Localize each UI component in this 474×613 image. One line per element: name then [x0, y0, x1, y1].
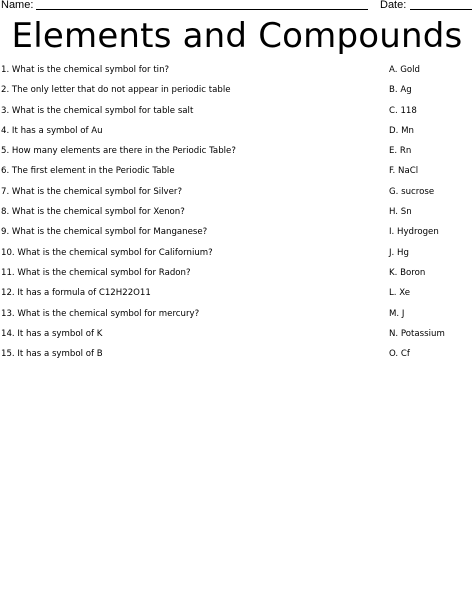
question-text: 1. What is the chemical symbol for tin?	[1, 65, 170, 75]
question-text: 3. What is the chemical symbol for table salt	[1, 105, 194, 116]
answer-option: L. Xe	[389, 288, 411, 299]
answer-option: J. Hg	[389, 247, 409, 258]
answer-option: B. Ag	[389, 85, 412, 96]
list-item	[0, 327, 474, 347]
question-text: 8. What is the chemical symbol for Xenon?	[1, 207, 185, 218]
answer-option: K. Boron	[389, 267, 426, 278]
list-item	[0, 205, 474, 225]
date-blank-line[interactable]	[410, 9, 472, 10]
answer-option: O. Cf	[389, 349, 410, 360]
list-item	[0, 347, 474, 367]
question-text: 13. What is the chemical symbol for mercury?	[1, 308, 200, 319]
question-text: 14. It has a symbol of K	[1, 328, 103, 339]
list-item	[0, 164, 474, 184]
matching-list	[0, 63, 474, 367]
name-blank-line[interactable]	[36, 9, 368, 10]
list-item	[0, 104, 474, 124]
answer-option: D. Mn	[389, 125, 414, 136]
answer-option: A. Gold	[389, 65, 420, 75]
list-item	[0, 266, 474, 286]
answer-option: M. J	[389, 308, 405, 319]
answer-option: H. Sn	[389, 207, 412, 218]
page-title: Elements and Compounds	[11, 16, 463, 56]
list-item	[0, 144, 474, 164]
list-item	[0, 124, 474, 144]
question-text: 7. What is the chemical symbol for Silver?	[1, 186, 183, 197]
answer-option: I. Hydrogen	[389, 227, 439, 238]
answer-option: F. NaCl	[389, 166, 419, 177]
list-item	[0, 246, 474, 266]
question-text: 2. The only letter that do not appear in periodic table	[1, 85, 231, 96]
list-item	[0, 83, 474, 103]
answer-option: E. Rn	[389, 146, 412, 157]
date-label: Date:	[380, 0, 407, 11]
list-item	[0, 185, 474, 205]
list-item	[0, 286, 474, 306]
question-text: 15. It has a symbol of B	[1, 349, 103, 360]
question-text: 9. What is the chemical symbol for Manganese?	[1, 227, 208, 238]
answer-option: C. 118	[389, 105, 417, 116]
list-item	[0, 63, 474, 83]
question-text: 4. It has a symbol of Au	[1, 125, 103, 136]
question-text: 11. What is the chemical symbol for Radon?	[1, 267, 191, 278]
question-text: 6. The first element in the Periodic Table	[1, 166, 175, 177]
answer-option: G. sucrose	[389, 186, 435, 197]
question-text: 10. What is the chemical symbol for Californium?	[1, 247, 213, 258]
question-text: 12. It has a formula of C12H22O11	[1, 288, 151, 299]
answer-option: N. Potassium	[389, 328, 445, 339]
list-item	[0, 307, 474, 327]
name-label: Name:	[1, 0, 34, 11]
worksheet-header	[0, 0, 474, 14]
question-text: 5. How many elements are there in the Periodic Table?	[1, 146, 236, 157]
list-item	[0, 225, 474, 245]
